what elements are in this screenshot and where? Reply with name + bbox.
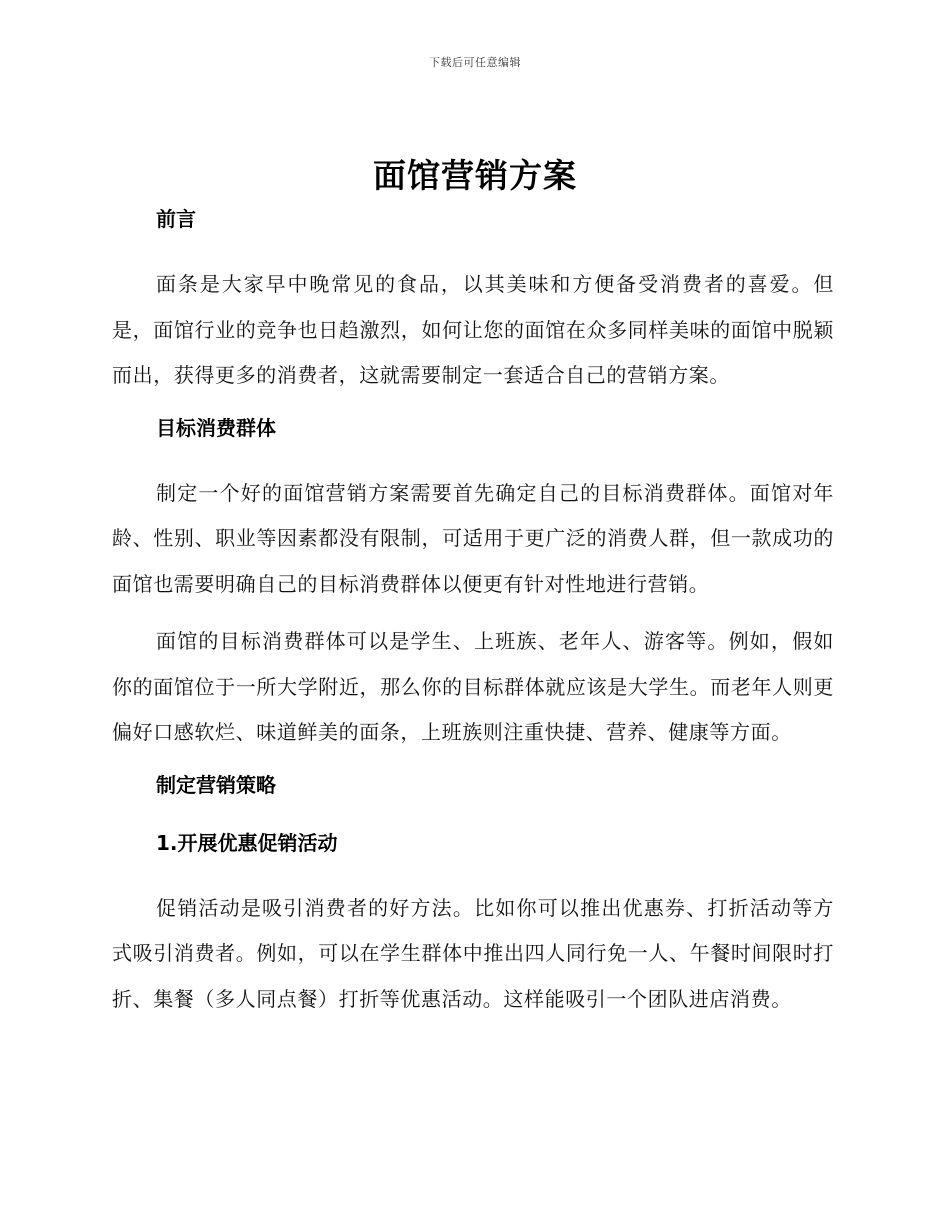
section-heading-strategy: 制定营销策略	[156, 772, 276, 797]
subsection-heading-promotions: 1.开展优惠促销活动	[156, 830, 338, 855]
document-body	[112, 204, 834, 1034]
paragraph: 面馆的目标消费群体可以是学生、上班族、老年人、游客等。例如，假如你的面馆位于一所大学附近，那么你的目标群体就应该是大学生。而老年人则更偏好口感软烂、味道鲜美的面条，上班族则注重快捷、营养、健康等方面。	[112, 629, 834, 744]
document-title: 面馆营销方案	[373, 156, 577, 195]
section-heading-preface: 前言	[156, 207, 196, 231]
paragraph: 促销活动是吸引消费者的好方法。比如你可以推出优惠券、打折活动等方式吸引消费者。例如，可以在学生群体中推出四人同行免一人、午餐时间限时打折、集餐（多人同点餐）打折等优惠活动。这样能吸引一个团队进店消费。	[112, 895, 834, 1011]
paragraph: 制定一个好的面馆营销方案需要首先确定自己的目标消费群体。面馆对年龄、性别、职业等因素都没有限制，可适用于更广泛的消费人群，但一款成功的面馆也需要明确自己的目标消费群体以便更有针对性地进行营销。	[112, 480, 834, 596]
section-heading-target-group: 目标消费群体	[156, 415, 276, 440]
paragraph: 面条是大家早中晚常见的食品，以其美味和方便备受消费者的喜爱。但是，面馆行业的竞争也日趋激烈，如何让您的面馆在众多同样美味的面馆中脱颖而出，获得更多的消费者，这就需要制定一套适合自己的营销方案。	[112, 272, 834, 387]
page-header-note: 下载后可任意编辑	[429, 56, 521, 69]
